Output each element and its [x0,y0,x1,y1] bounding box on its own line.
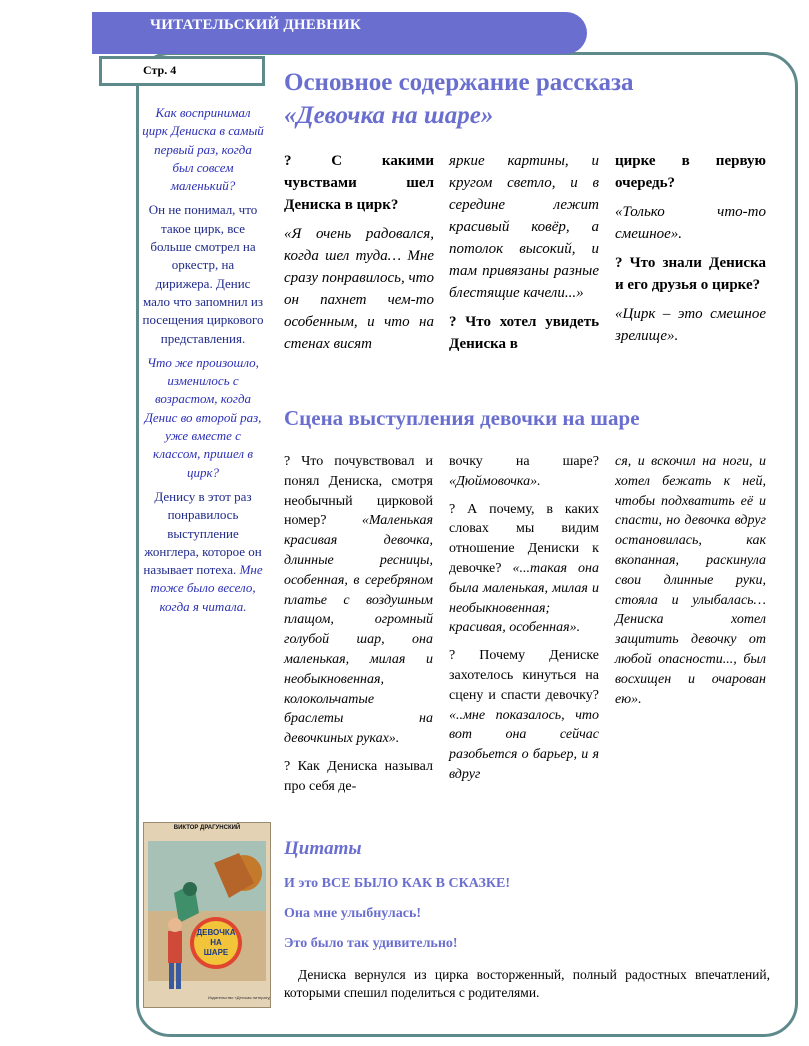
book-title-line-1: ДЕВОЧКА [196,928,236,937]
scene-column-1 [284,452,433,805]
scene-text-3: ? А почему, в каких словах мы видим отношение Дениски к девочке? «...такая она была маленькая, милая и необыкновенная; красивая, особенная». [449,501,600,636]
quote-2: Она мне улыбнулась! [284,906,422,921]
quote-1: И это ВСЕ БЫЛО КАК В СКАЗКЕ! [284,876,511,891]
scene-title: Сцена выступления девочки на шаре [284,406,640,430]
main-answer-1-cont: яркие картины, и кругом светло, и в середине лежит красивый ковёр, а потолок высокий, и там привязаны разные блестящие качели...» [449,153,599,301]
quote-3: Это было так удивительно! [284,936,458,951]
main-answer-3: «Цирк – это смешное зрелище». [615,306,766,344]
main-title-line-1: Основное содержание рассказа [284,69,634,96]
main-column-3 [615,150,766,354]
page-number-box [99,56,265,86]
scene-column-3 [615,452,766,717]
book-cover-image [143,822,271,1008]
book-title-line-2: НА [210,938,222,947]
main-question-1: ? С какими чувствами шел Дениска в цирк? [284,153,434,213]
sidebar-answer-2: Денису в этот раз понравилось выступление жонглера, которое он называет потеха. Мне тоже было весело, когда я читала. [143,488,263,614]
sidebar-answer-2-italic: Мне тоже было весело, когда я читала. [150,562,263,614]
main-question-2: ? Что хотел увидеть Дениска в [449,314,599,352]
scene-column-2 [449,452,599,793]
book-author: ВИКТОР ДРАГУНСКИЙ [173,825,241,831]
sidebar-question-2: Что же произошло, изменилось с возрастом, когда Денис во второй раз, уже вместе с классом, пришел в цирк? [144,354,262,480]
scene-text-2: вочку на шаре? «Дюймовочка». [449,454,599,489]
book-publisher: Издательство «Детская литература» [207,995,270,1000]
final-paragraph: Дениска вернулся из цирка восторженный, полный радостных впечатлений, которыми спешил поделиться с родителями. [284,967,770,1000]
scene-question-2: ? Как Дениска называл про себя де- [284,758,433,794]
sidebar-question-1: Как воспринимал цирк Дениска в самый первый раз, когда был совсем маленький? [142,105,264,194]
book-title-line-3: ШАРЕ [203,948,229,957]
main-answer-2: «Только что-то смешное». [615,204,766,242]
scene-text-5: ся, и вскочил на ноги, и хотел бежать к ней, чтобы подхватить её и спасти, но девочка вдруг остановилась, как вкопанная, раскинула свои длинные руки, стояла и улыбалась… Дениска хотел защитить девочку от любой опасности..., был восхищен и очарован ею». [615,454,766,707]
sidebar-answer-1: Он не понимал, что такое цирк, все больше смотрел на оркестр, на дирижера. Денис мало что запомнил из посещения циркового представления. [142,202,264,346]
scene-text-4: ? Почему Дениске захотелось кинуться на сцену и спасти девочку? «..мне показалось, что вот она сейчас разобьется о барьер, и я вдруг [449,648,599,782]
main-title-line-2: «Девочка на шаре» [284,102,494,129]
scene-text-1: ? Что почувствовал и понял Дениска, смотря необычный цирковой номер? «Маленькая красивая девочка, длинные ресницы, особенная, в серебряном платье с воздушным плащом, огромный голубой шар, она маленькая, милая и необыкновенная, колокольчатые браслеты на девочкиных руках». [284,454,433,747]
main-answer-1: «Я очень радовался, когда шел туда… Мне сразу понравилось, что он пахнет чем-то особенным, и что на стенах висят [284,226,434,352]
main-title [284,66,784,132]
quotes-title: Цитаты [284,838,362,859]
main-question-3: ? Что знали Дениска и его друзья о цирке? [615,255,766,293]
sidebar [142,104,264,622]
main-column-1 [284,150,434,355]
header-title: ЧИТАТЕЛЬСКИЙ ДНЕВНИК [150,17,361,33]
book-cover-illustration [144,823,270,1007]
main-question-2-cont: цирке в первую очередь? [615,153,766,191]
main-column-2 [449,150,599,362]
page-number: Стр. 4 [143,63,177,77]
